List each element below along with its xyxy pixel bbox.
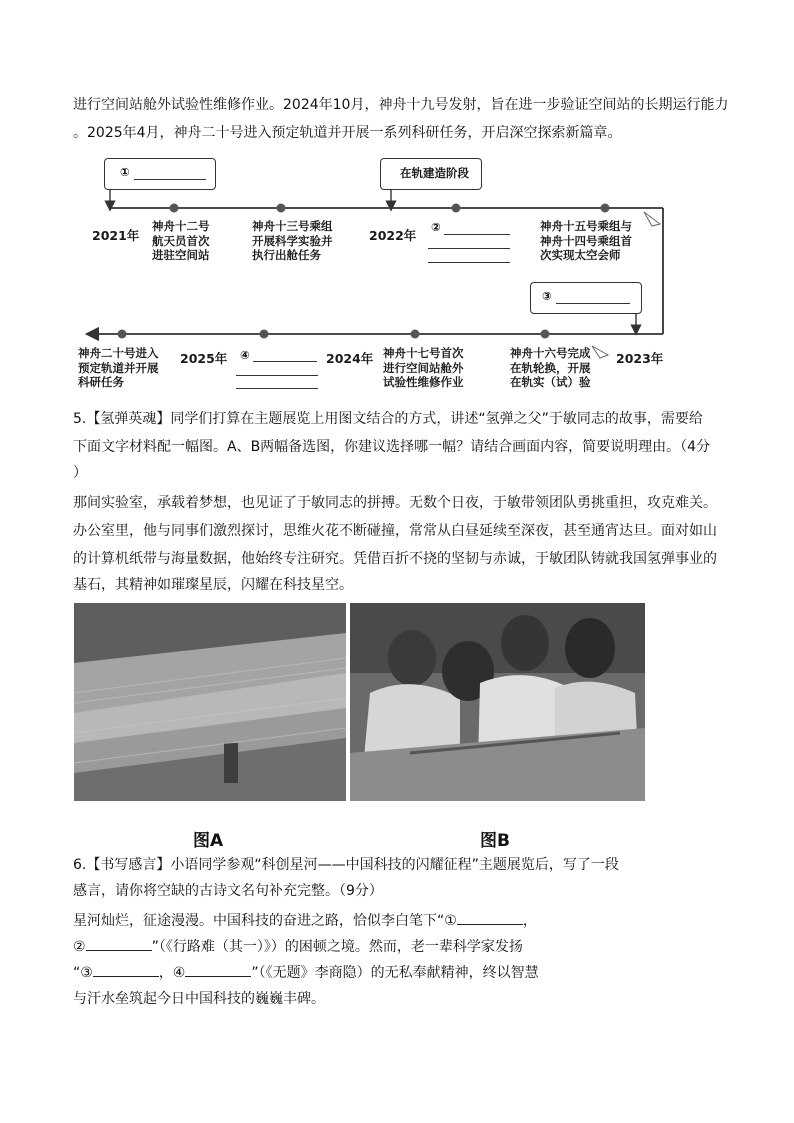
photo-a-image — [74, 603, 346, 801]
q5-line-1: 5.【氢弹英魂】同学们打算在主题展览上用图文结合的方式，讲述“氢弹之父”于敏同志的故事，需要给 — [73, 411, 703, 427]
shenzhou-timeline — [60, 150, 700, 390]
year-2024: 2024年 — [326, 351, 374, 366]
event-shenzhou-15: 神舟十五号乘组与 神舟十四号乘组首 次实现太空会师 — [540, 219, 632, 262]
box-1-label: ① — [120, 165, 130, 179]
q6-line-2: 感言，请你将空缺的古诗文名句补充完整。（9分） — [73, 883, 383, 899]
q6-line-5: “③ ，④ ”（《无题》李商隐）的无私奉献精神，终以智慧 — [73, 962, 539, 982]
event-shenzhou-13: 神舟十三号乘组 开展科学实验并 执行出舱任务 — [252, 219, 333, 262]
answer-line-1[interactable] — [134, 179, 206, 180]
box-3-label: ③ — [542, 289, 552, 303]
answer-line-3[interactable] — [556, 303, 630, 304]
answer-line-2b[interactable] — [428, 248, 510, 249]
event-shenzhou-17: 神舟十七号首次 进行空间站舱外 试验性维修作业 — [383, 346, 464, 389]
answer-line-4b[interactable] — [236, 375, 318, 376]
caption-a: 图A — [193, 831, 224, 851]
answer-line-4a[interactable] — [253, 361, 317, 362]
year-2023: 2023年 — [616, 351, 664, 366]
q5-passage-3: 的计算机纸带与海量数据，他始终专注研究。凭借百折不挠的坚韧与赤诚，于敏团队铸就我国氢弹事业的 — [73, 551, 717, 567]
answer-blank-2[interactable] — [86, 936, 152, 951]
answer-line-2a[interactable] — [444, 234, 510, 235]
answer-blank-1[interactable] — [457, 910, 523, 925]
answer-blank-4[interactable] — [185, 962, 251, 977]
answer-blank-3[interactable] — [93, 962, 159, 977]
q5-line-3: ） — [73, 465, 87, 481]
q5-line-2: 下面文字材料配一幅图。A、B两幅备选图，你建议选择哪一幅？请结合画面内容，简要说明理由。（4分 — [73, 439, 711, 455]
intro-line-1: 进行空间站舱外试验性维修作业。2024年10月，神舟十九号发射，旨在进一步验证空间站的长期运行能力 — [73, 97, 729, 113]
q5-passage-1: 那间实验室，承载着梦想，也见证了于敏同志的拼搏。无数个日夜，于敏带领团队勇挑重担，攻克难关。 — [73, 495, 717, 511]
blank-2-label: ② — [431, 220, 441, 234]
event-shenzhou-20: 神舟二十号进入 预定轨道并开展 科研任务 — [78, 346, 159, 389]
event-shenzhou-12: 神舟十二号 航天员首次 进驻空间站 — [152, 219, 210, 262]
caption-b: 图B — [480, 831, 510, 851]
year-2022: 2022年 — [369, 228, 417, 243]
event-shenzhou-16: 神舟十六号完成 在轨轮换，开展 在轨实（试）验 — [510, 346, 591, 389]
q6-line-6: 与汗水垒筑起今日中国科技的巍巍丰碑。 — [73, 991, 325, 1007]
q6-line-1: 6.【书写感言】小语同学参观“科创星河——中国科技的闪耀征程”主题展览后，写了一段 — [73, 857, 619, 873]
blank-4-label: ④ — [240, 348, 250, 362]
q6-line-4: ② ”（《行路难（其一）》）的困顿之境。然而，老一辈科学家发扬 — [73, 936, 523, 956]
q6-line-3: 星河灿烂，征途漫漫。中国科技的奋进之路，恰似李白笔下“① ， — [73, 910, 537, 930]
photo-b[interactable] — [350, 603, 645, 801]
stage-label: 在轨建造阶段 — [400, 166, 469, 180]
q5-passage-2: 办公室里，他与同事们激烈探讨，思维火花不断碰撞，常常从白昼延续至深夜，甚至通宵达旦。面对如山 — [73, 523, 717, 539]
answer-line-4c[interactable] — [236, 388, 318, 389]
answer-line-2c[interactable] — [428, 262, 510, 263]
q5-passage-4: 基石，其精神如璀璨星辰，闪耀在科技星空。 — [73, 577, 353, 593]
year-2021: 2021年 — [92, 228, 140, 243]
intro-line-2: 。2025年4月，神舟二十号进入预定轨道并开展一系列科研任务，开启深空探索新篇章。 — [73, 125, 622, 141]
photo-b-image — [350, 603, 645, 801]
year-2025: 2025年 — [180, 351, 228, 366]
photo-a[interactable] — [74, 603, 346, 801]
